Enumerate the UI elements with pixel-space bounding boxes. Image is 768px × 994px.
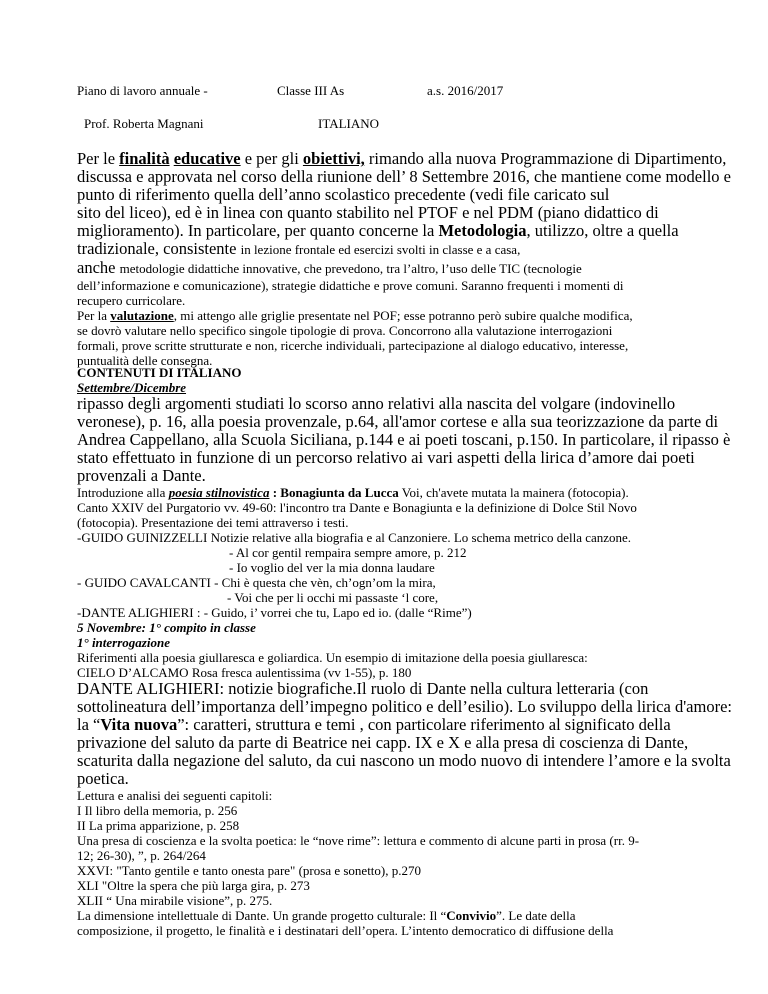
section-heading: CONTENUTI DI ITALIANO [77, 365, 242, 380]
content-line: - Io voglio del ver la mia donna laudare [229, 560, 435, 575]
intro-line: puntualità delle consegna. [77, 353, 213, 368]
teacher-name: Prof. Roberta Magnani [84, 116, 204, 131]
keyword-educative: educative [173, 149, 241, 168]
intro-line [77, 259, 699, 278]
text-span: la “ [77, 715, 101, 734]
text-span: rimando alla nuova Programmazione di Dipartimento, [364, 149, 727, 168]
keyword-valutazione: valutazione [110, 308, 174, 323]
content-line: Una presa di coscienza e la svolta poetica: le “nove rime”: lettura e commento di alcune parti in prosa (rr. 9- [77, 833, 640, 848]
intro-line [77, 222, 699, 240]
content-line: - Voi che per li occhi mi passaste ‘l core, [227, 590, 439, 605]
exam-date: 5 Novembre: 1° compito in classe [77, 620, 256, 635]
content-line: II La prima apparizione, p. 258 [77, 818, 240, 833]
content-line: ripasso degli argomenti studiati lo scorso anno relativi alla nascita del volgare (indovinello [77, 394, 676, 413]
content-line: provenzali a Dante. [77, 466, 206, 485]
text-span: anche [77, 258, 120, 277]
intro-line: formali, prove scritte strutturate e non, ricerche individuali, partecipazione al dialogo educativo, interesse, [77, 338, 629, 353]
text-span: tradizionale, consistente [77, 239, 241, 258]
contents-section [77, 365, 732, 938]
content-line: composizione, il progetto, le finalità e i destinatari dell’opera. L’intento democratico di diffusione della [77, 923, 614, 938]
content-line [77, 716, 699, 734]
text-span: , utilizzo, oltre a quella [526, 221, 679, 240]
text-span: Per le [77, 149, 120, 168]
text-span: Voi, ch'avete mutata la mainera (fotocopia). [398, 485, 629, 500]
content-line: privazione del saluto da parte di Beatrice nei capp. IX e X e alla presa di coscienza di Dante, [77, 733, 689, 752]
content-line [77, 485, 699, 500]
school-year: a.s. 2016/2017 [427, 83, 504, 98]
intro-line: dell’informazione e comunicazione), strategie didattiche e prove comuni. Saranno frequenti i momenti di [77, 278, 624, 293]
text-span: ”. Le date della [496, 908, 576, 923]
content-line: scaturita dalla negazione del saluto, da cui nascono un modo nuovo di intendere l’amore e la svolta [77, 751, 731, 770]
text-span: , mi attengo alle griglie presentate nel POF; esse potranno però subire qualche modifica, [173, 308, 633, 323]
content-line: - GUIDO CAVALCANTI - Chi è questa che vèn, ch’ogn’om la mira, [77, 575, 436, 590]
keyword-convivio: Convivio [446, 908, 497, 923]
text-span: e per gli [240, 149, 303, 168]
intro-line [77, 149, 727, 168]
intro-line [77, 240, 699, 259]
content-line: -DANTE ALIGHIERI : - Guido, i’ vorrei che tu, Lapo ed io. (dalle “Rime”) [77, 605, 472, 620]
keyword-metodologia: Metodologia [438, 221, 527, 240]
intro-paragraph [77, 149, 731, 368]
keyword-stilnovistica: poesia stilnovistica [168, 485, 270, 500]
intro-line: recupero curricolare. [77, 293, 186, 308]
content-line: Riferimenti alla poesia giullaresca e goliardica. Un esempio di imitazione della poesia giullaresca: [77, 650, 588, 665]
intro-line: discussa e approvata nel corso della riunione dell’ 8 Settembre 2016, che mantiene come modello e [77, 167, 731, 186]
content-line: -GUIDO GUINIZZELLI Notizie relative alla biografia e al Canzoniere. Lo schema metrico della canzone. [77, 530, 632, 545]
period-heading: Settembre/Dicembre [77, 380, 187, 395]
keyword-finalita: finalità [119, 149, 170, 168]
content-line: CIELO D’ALCAMO Rosa fresca aulentissima (vv 1-55), p. 180 [77, 665, 412, 680]
content-line: (fotocopia). Presentazione dei temi attraverso i testi. [77, 515, 349, 530]
subject-title: ITALIANO [318, 116, 380, 131]
content-line: 12; 26-30), ”, p. 264/264 [77, 848, 206, 863]
content-line: stato effettuato in funzione di un percorso relativo ai vari aspetti della lirica d’amore dai poeti [77, 448, 695, 467]
text-span: ”: caratteri, struttura e temi , con particolare riferimento al significato della [177, 715, 671, 734]
class-label: Classe III As [277, 83, 345, 98]
content-line: - Al cor gentil rempaira sempre amore, p. 212 [229, 545, 467, 560]
content-line: poetica. [77, 769, 129, 788]
plan-title: Piano di lavoro annuale - [77, 83, 208, 98]
intro-line: punto di riferimento quella dell’anno scolastico precedente (vedi file caricato sul [77, 185, 610, 204]
keyword-vita-nuova: Vita nuova [100, 715, 178, 734]
content-line: XLII “ Una mirabile visione”, p. 275. [77, 893, 273, 908]
content-line: XXVI: "Tanto gentile e tanto onesta pare" (prosa e sonetto), p.270 [77, 863, 421, 878]
keyword-bonagiunta: : Bonagiunta da Lucca [269, 485, 399, 500]
content-line: Canto XXIV del Purgatorio vv. 49-60: l'incontro tra Dante e Bonagiunta e la definizione di Dolce Stil Novo [77, 500, 637, 515]
content-line [77, 908, 699, 923]
text-span: La dimensione intellettuale di Dante. Un grande progetto culturale: Il “ [77, 908, 447, 923]
text-span: metodologie didattiche innovative, che prevedono, tra l’altro, l’uso delle TIC (tecnologie [119, 261, 582, 276]
text-span: in lezione frontale ed esercizi svolti in classe e a casa, [240, 242, 521, 257]
text-span: Introduzione alla [77, 485, 169, 500]
content-line: Lettura e analisi dei seguenti capitoli: [77, 788, 273, 803]
content-line: XLI "Oltre la spera che più larga gira, p. 273 [77, 878, 310, 893]
content-line: Andrea Cappellano, alla Scuola Siciliana, p.144 e ai poeti toscani, p.150. In particolare, il ripasso è [77, 430, 731, 449]
content-line: sottolineatura dell’importanza dell’impegno politico e dell’esilio). Lo sviluppo della lirica d'amore: [77, 697, 732, 716]
intro-line: se dovrò valutare nello specifico singole tipologie di prova. Concorrono alla valutazione interrogazioni [77, 323, 613, 338]
intro-line [77, 308, 699, 323]
content-line: DANTE ALIGHIERI: notizie biografiche.Il ruolo di Dante nella cultura letteraria (con [77, 679, 649, 698]
content-line: I Il libro della memoria, p. 256 [77, 803, 238, 818]
oral-exam-label: 1° interrogazione [77, 635, 170, 650]
keyword-obiettivi: obiettivi, [302, 149, 365, 168]
text-span: Per la [77, 308, 111, 323]
text-span: miglioramento). In particolare, per quanto concerne la [77, 221, 439, 240]
content-line: veronese), p. 16, alla poesia provenzale, p.64, all'amor cortese e alla sua teorizzazione da parte di [77, 412, 719, 431]
intro-line: sito del liceo), ed è in linea con quanto stabilito nel PTOF e nel PDM (piano didattico di [77, 203, 659, 222]
